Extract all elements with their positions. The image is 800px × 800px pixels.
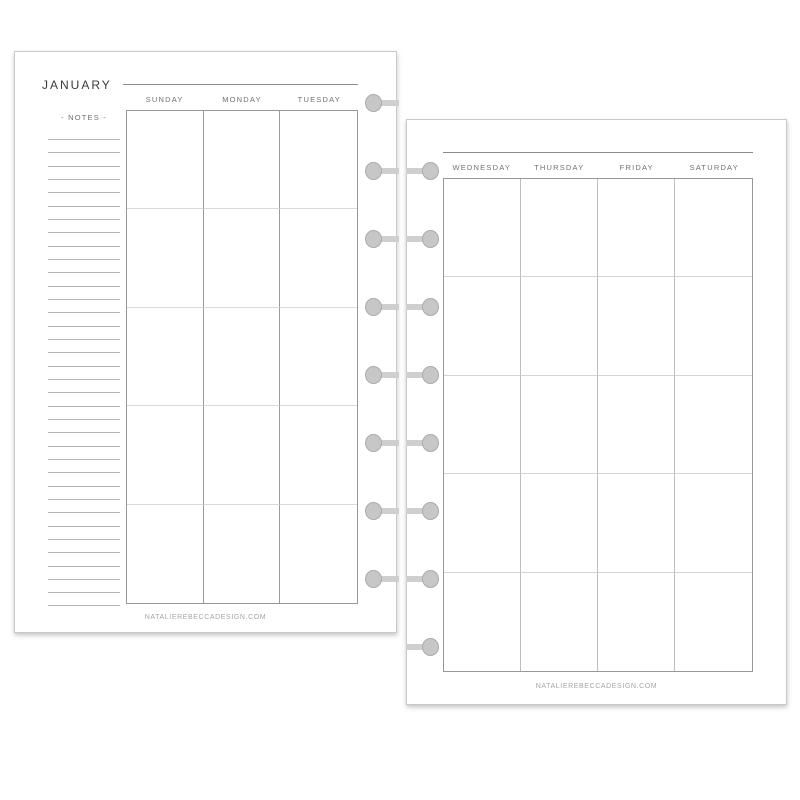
note-line: [48, 486, 120, 487]
binding-disc: [407, 570, 440, 588]
disc-stem: [377, 508, 399, 514]
calendar-cell: [204, 308, 281, 406]
calendar-cell: [204, 505, 281, 603]
binding-disc: [365, 298, 398, 316]
title-rule: [123, 84, 358, 85]
calendar-cell: [444, 179, 521, 277]
note-line: [48, 192, 120, 193]
calendar-cell: [127, 505, 204, 603]
disc-head: [422, 162, 439, 180]
binding-disc: [365, 366, 398, 384]
binding-disc: [407, 502, 440, 520]
day-header-sunday: SUNDAY: [145, 95, 184, 104]
disc-head: [365, 162, 382, 180]
note-line: [48, 552, 120, 553]
calendar-cell: [598, 179, 675, 277]
binding-disc: [407, 366, 440, 384]
day-header-row: [126, 95, 358, 105]
disc-stem: [377, 168, 399, 174]
note-line: [48, 566, 120, 567]
note-line: [48, 406, 120, 407]
note-line: [48, 472, 120, 473]
note-line: [48, 512, 120, 513]
calendar-cell: [444, 573, 521, 671]
calendar-cell: [127, 308, 204, 406]
left-planner-page: [14, 51, 397, 633]
note-line: [48, 326, 120, 327]
calendar-cell: [675, 573, 752, 671]
calendar-cell: [280, 111, 357, 209]
disc-stem: [406, 168, 424, 174]
disc-head: [365, 94, 382, 112]
binding-disc: [365, 570, 398, 588]
note-line: [48, 179, 120, 180]
note-line: [48, 366, 120, 367]
disc-head: [365, 502, 382, 520]
footer-url: NATALIEREBECCADESIGN.COM: [535, 683, 658, 690]
calendar-cell: [598, 277, 675, 375]
calendar-cell: [127, 406, 204, 504]
calendar-cell: [444, 376, 521, 474]
note-line: [48, 246, 120, 247]
binding-disc: [407, 298, 440, 316]
calendar-cell: [675, 474, 752, 572]
note-line: [48, 526, 120, 527]
note-line: [48, 499, 120, 500]
notes-label: - NOTES -: [61, 113, 107, 122]
calendar-cell: [127, 111, 204, 209]
calendar-cell: [675, 179, 752, 277]
note-line: [48, 339, 120, 340]
note-line: [48, 166, 120, 167]
note-line: [48, 379, 120, 380]
note-line: [48, 446, 120, 447]
note-line: [48, 232, 120, 233]
disc-stem: [377, 236, 399, 242]
binding-disc: [407, 162, 440, 180]
note-line: [48, 152, 120, 153]
day-header-row: [443, 163, 753, 173]
calendar-cell: [204, 406, 281, 504]
calendar-cell: [598, 376, 675, 474]
note-line: [48, 459, 120, 460]
note-line: [48, 352, 120, 353]
disc-stem: [406, 304, 424, 310]
disc-head: [422, 298, 439, 316]
calendar-cell: [521, 376, 598, 474]
calendar-cell: [598, 573, 675, 671]
disc-stem: [406, 236, 424, 242]
disc-stem: [377, 304, 399, 310]
note-line: [48, 539, 120, 540]
right-planner-page: [406, 119, 787, 705]
calendar-cell: [521, 474, 598, 572]
calendar-cell: [521, 573, 598, 671]
month-title: JANUARY: [42, 78, 112, 92]
disc-stem: [406, 576, 424, 582]
note-line: [48, 219, 120, 220]
disc-stem: [377, 576, 399, 582]
calendar-cell: [444, 277, 521, 375]
disc-stem: [377, 372, 399, 378]
calendar-cell: [280, 209, 357, 307]
disc-stem: [377, 100, 399, 106]
note-line: [48, 392, 120, 393]
note-line: [48, 259, 120, 260]
calendar-cell: [675, 376, 752, 474]
disc-stem: [377, 440, 399, 446]
disc-head: [422, 638, 439, 656]
footer-url: NATALIEREBECCADESIGN.COM: [144, 614, 267, 621]
disc-head: [422, 230, 439, 248]
note-line: [48, 272, 120, 273]
note-line: [48, 592, 120, 593]
calendar-cell: [598, 474, 675, 572]
calendar-cell: [675, 277, 752, 375]
note-line: [48, 432, 120, 433]
day-header-thursday: THURSDAY: [534, 163, 585, 172]
binding-disc: [407, 230, 440, 248]
note-line: [48, 139, 120, 140]
calendar-cell: [280, 406, 357, 504]
disc-stem: [406, 644, 424, 650]
note-line: [48, 286, 120, 287]
disc-head: [365, 230, 382, 248]
day-header-wednesday: WEDNESDAY: [452, 163, 512, 172]
disc-stem: [406, 440, 424, 446]
binding-disc: [365, 94, 398, 112]
day-header-friday: FRIDAY: [619, 163, 654, 172]
disc-head: [365, 298, 382, 316]
day-header-saturday: SATURDAY: [689, 163, 739, 172]
calendar-cell: [204, 209, 281, 307]
disc-head: [365, 366, 382, 384]
disc-head: [422, 366, 439, 384]
note-line: [48, 312, 120, 313]
day-header-tuesday: TUESDAY: [297, 95, 341, 104]
disc-stem: [406, 372, 424, 378]
binding-disc: [407, 434, 440, 452]
binding-disc: [407, 638, 440, 656]
calendar-cell: [444, 474, 521, 572]
binding-disc: [365, 162, 398, 180]
calendar-grid-left: [126, 110, 358, 604]
disc-head: [365, 434, 382, 452]
calendar-cell: [127, 209, 204, 307]
disc-head: [422, 502, 439, 520]
disc-head: [422, 570, 439, 588]
header-rule: [443, 152, 753, 153]
note-line: [48, 419, 120, 420]
binding-disc: [365, 230, 398, 248]
note-line: [48, 605, 120, 606]
binding-disc: [365, 434, 398, 452]
note-line: [48, 206, 120, 207]
calendar-cell: [204, 111, 281, 209]
disc-head: [422, 434, 439, 452]
note-line: [48, 299, 120, 300]
day-header-monday: MONDAY: [222, 95, 262, 104]
disc-head: [365, 570, 382, 588]
calendar-cell: [521, 179, 598, 277]
calendar-cell: [521, 277, 598, 375]
calendar-grid-right: [443, 178, 753, 672]
disc-stem: [406, 508, 424, 514]
calendar-cell: [280, 308, 357, 406]
notes-lines: [48, 139, 120, 607]
binding-disc: [365, 502, 398, 520]
note-line: [48, 579, 120, 580]
calendar-cell: [280, 505, 357, 603]
